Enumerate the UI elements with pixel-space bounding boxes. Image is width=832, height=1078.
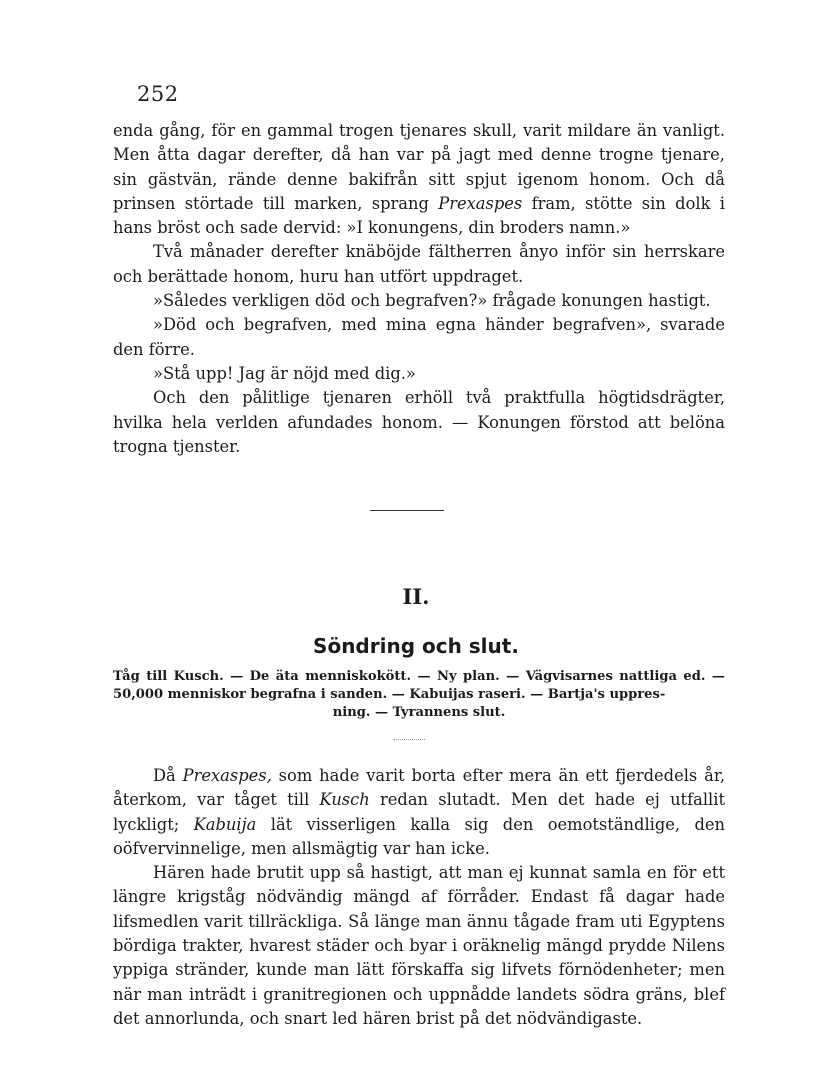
paragraph-text: Och den pålitlige tjenaren erhöll två praktfulla högtidsdrägter, hvilka hela verlden afundades honom. — Konungen förstod att belöna trogna tjenster. [113,388,725,456]
paragraph [113,764,725,861]
paragraph [113,362,725,386]
paragraph-text: enda gång, för en gammal trogen tjenares skull, varit mildare än vanligt. Men åtta dagar derefter, då han var på jagt med denne trogne tjenare, sin gästvän, rände denne bakifrån sitt spjut igenom honom. Och då prinsen störtade till marken, sprang [113,121,725,213]
paragraph-text: lät visserligen kalla sig den oemotständlige, den oöfvervinnelige, men allsmägtig var han icke. [113,814,725,858]
top-text-block [113,119,725,459]
paragraph [113,313,725,362]
bottom-text-block [113,764,725,1031]
chapter-summary [113,668,725,722]
paragraph-text: Två månader derefter knäböjde fältherren ånyo inför sin herrskare och berättade honom, huru han utfört uppdraget. [113,242,725,286]
paragraph [113,289,725,313]
paragraph [113,240,725,289]
italic-name: Kusch [319,790,370,810]
chapter-number: II. [402,584,430,609]
paragraph [113,386,725,459]
paragraph-text: redan slutadt. Men det hade ej utfallit lyckligt; [113,790,725,834]
paragraph [113,119,725,240]
ornament-divider [393,739,425,740]
section-divider [370,510,444,511]
chapter-title: Söndring och slut. [313,634,519,658]
chapter-summary-last: ning. — Tyrannens slut. [332,705,506,720]
paragraph-text: Hären hade brutit upp så hastigt, att man ej kunnat samla en för ett längre krigståg nödvändig mängd af förråder. Endast få dagar hade lifsmedlen varit tillräckliga. Så länge man ännu tågade fram uti Egyptens bördiga trakter, hvarest städer och byar i oräknelig mängd prydde Nilens yppiga stränder, kunde man lätt förskaffa sig lifvets förnödenheter; men när man inträdt i granitregionen och uppnådde landets södra gräns, blef det annorlunda, och snart led hären brist på det nödvändigaste. [113,863,725,1028]
paragraph-text: fram, stötte sin dolk i hans bröst och sade dervid: »I konungens, din broders namn.» [113,193,725,238]
paragraph-text: »Död och begrafven, med mina egna händer begrafven», svarade den förre. [113,315,725,359]
chapter-summary-main: Tåg till Kusch. — De äta menniskokött. — Ny plan. — Vägvisarnes nattliga ed. — 50,000 menniskor begrafna i sanden. — Kabuijas raseri. — Bartja's uppres- [113,669,725,702]
italic-name: Prexaspes, [182,766,272,785]
italic-name: Prexaspes [438,193,523,213]
paragraph-text: som hade varit borta efter mera än ett fjerdedels år, återkom, var tåget till [113,766,725,810]
paragraph-text: »Stå upp! Jag är nöjd med dig.» [153,363,416,383]
paragraph-text: »Således verkligen död och begrafven?» frågade konungen hastigt. [153,291,711,311]
page-number: 252 [137,82,179,106]
italic-name: Kabuija [193,814,257,834]
paragraph-text: Då [153,766,183,785]
paragraph [113,861,725,1031]
